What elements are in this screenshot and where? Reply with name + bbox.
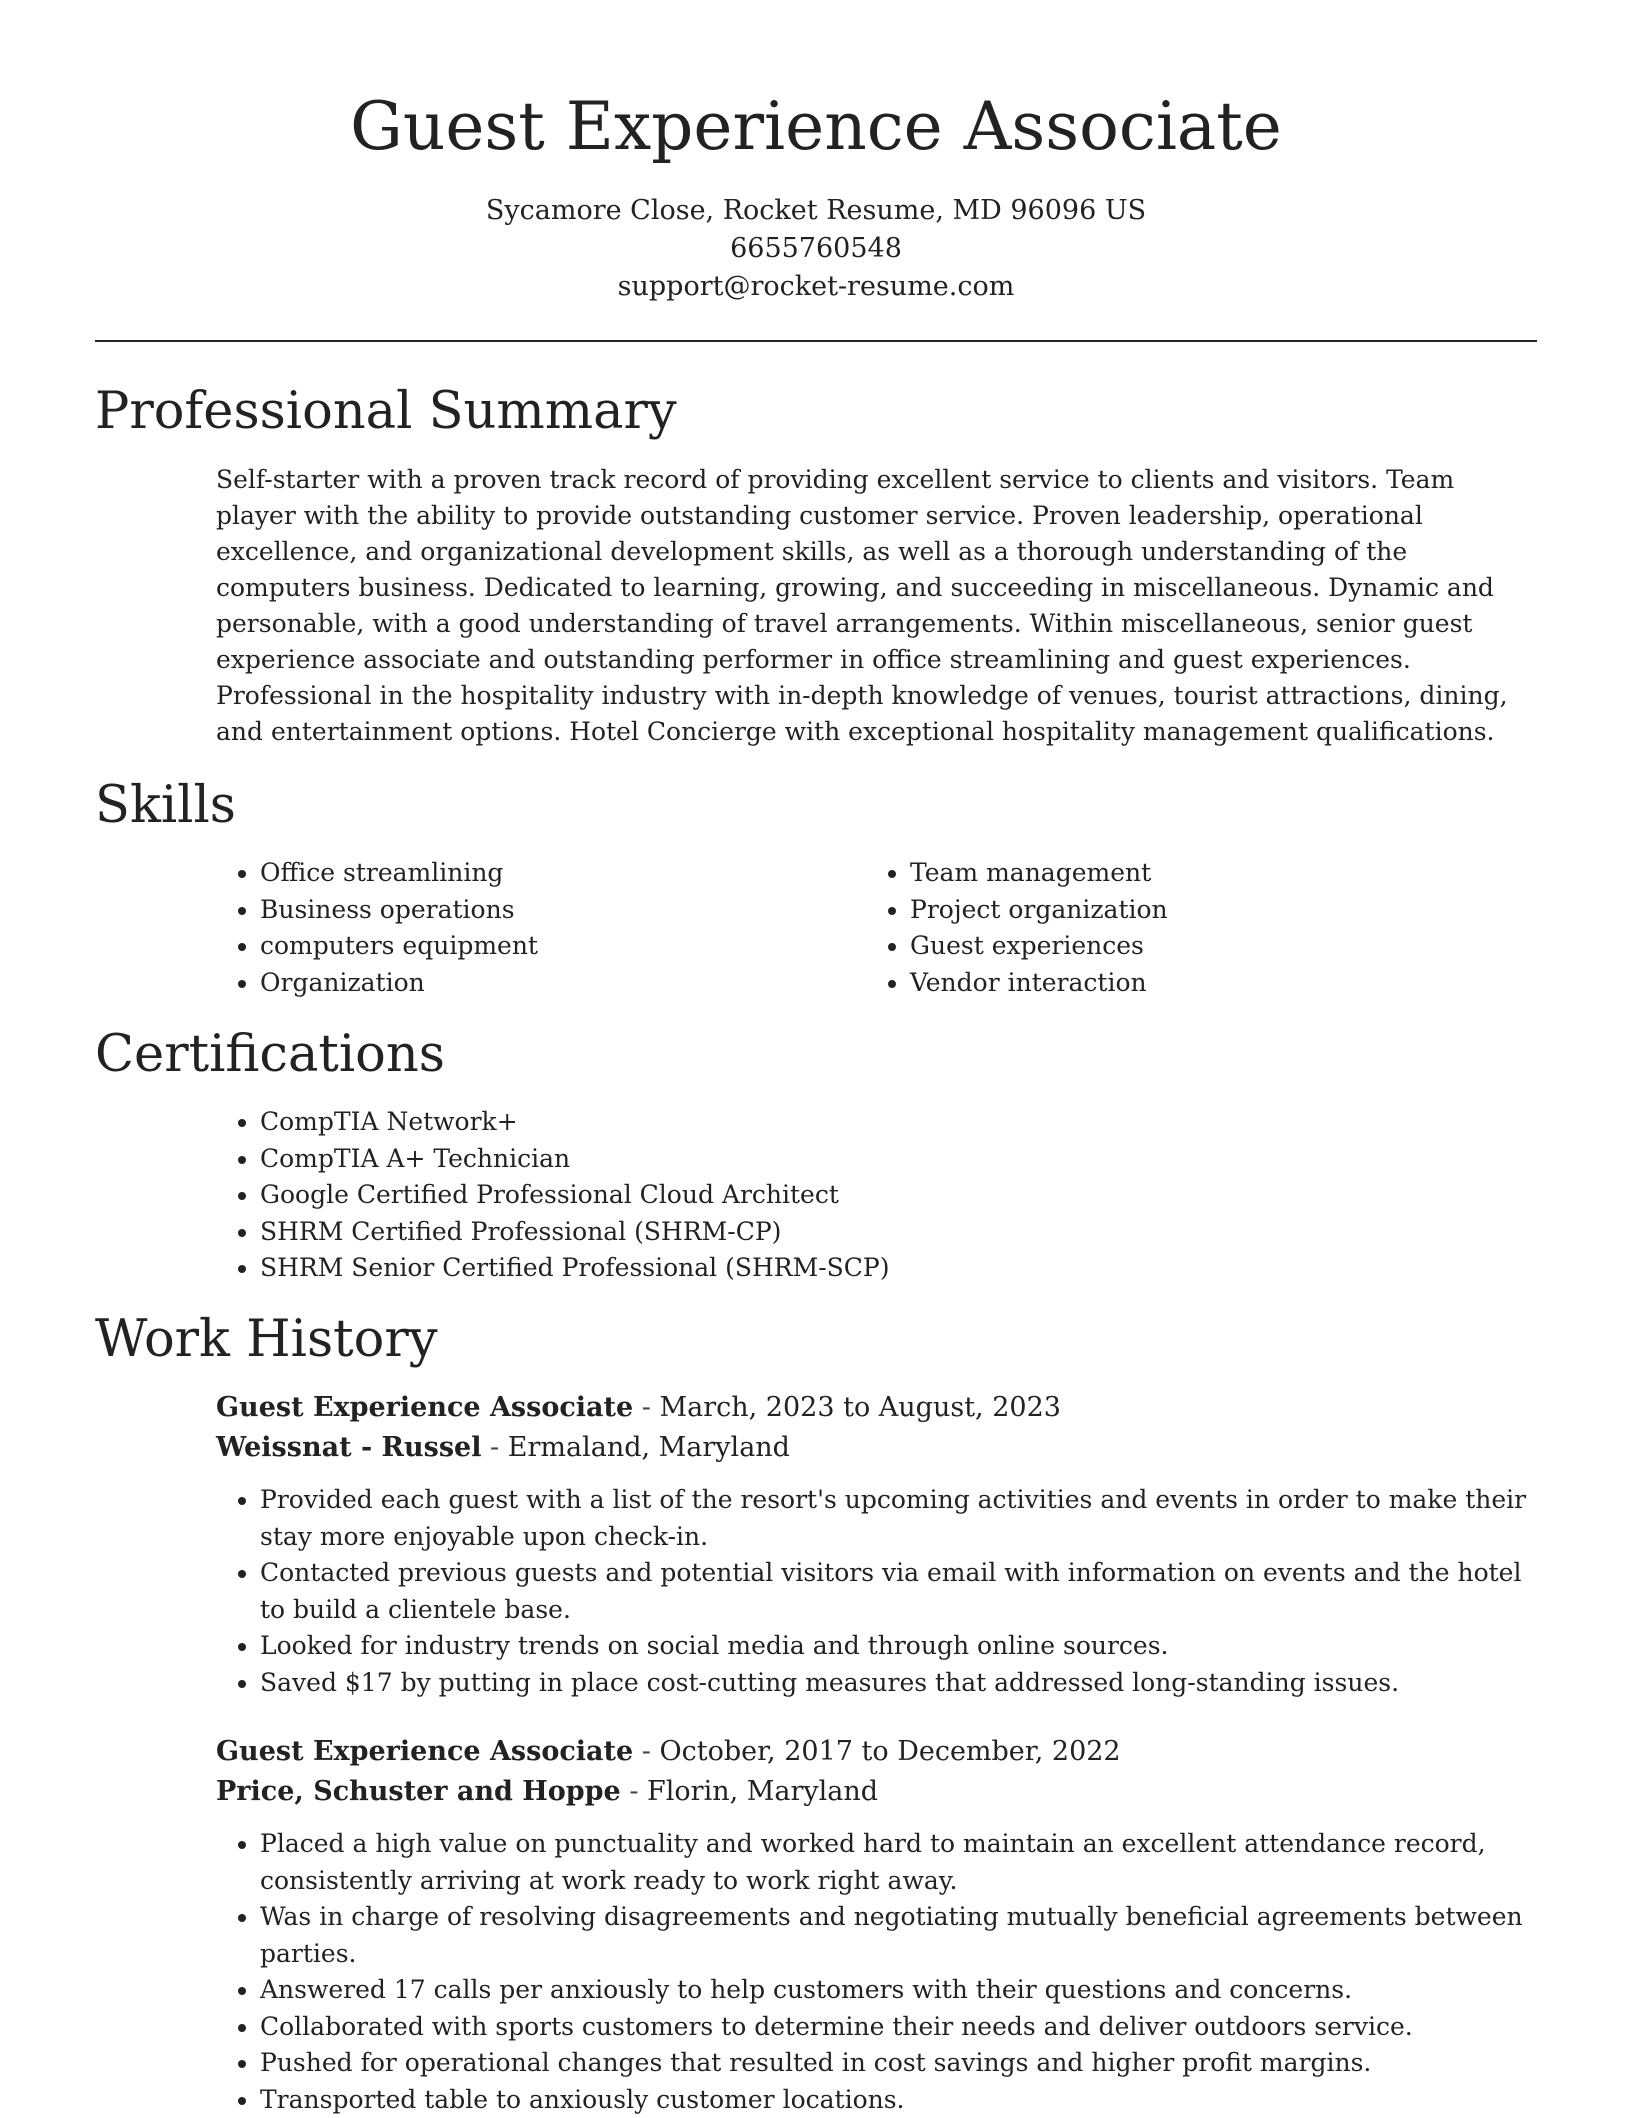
separator: - [633, 1736, 659, 1767]
list-item: • Answered 17 calls per anxiously to help customers with their questions and concerns. [260, 1972, 1550, 2009]
job-bullets [216, 1482, 1550, 1701]
section-title-certifications: Certifications [95, 1025, 445, 1085]
list-item: • computers equipment [260, 928, 860, 965]
job-role: Guest Experience Associate [216, 1392, 633, 1423]
list-item: • Looked for industry trends on social media and through online sources. [260, 1628, 1550, 1665]
list-item: • SHRM Senior Certified Professional (SHRM-SCP) [260, 1250, 1550, 1287]
list-item: • Saved $17 by putting in place cost-cutting measures that addressed long-standing issues. [260, 1665, 1550, 1702]
job-bullets [216, 1826, 1550, 2118]
separator: - [633, 1392, 659, 1423]
list-item: • CompTIA A+ Technician [260, 1141, 1550, 1178]
list-item: • Vendor interaction [910, 965, 1530, 1002]
job-heading [216, 1732, 1121, 1772]
list-item: • CompTIA Network+ [260, 1104, 1550, 1141]
summary-text: Self-starter with a proven track record of providing excellent service to clients and visitors. Team player with the ability to provide outstanding customer service. Proven leadership, operational excellence, and organizational development skills, as well as a thorough understanding of the computers business. Dedicated to learning, growing, and succeeding in miscellaneous. Dynamic and personable, with a good understanding of travel arrangements. Within miscellaneous, senior guest experience associate and outstanding performer in office streamlining and guest experiences. Professional in the hospitality industry with in-depth knowledge of venues, tourist attractions, dining, and entertainment options. Hotel Concierge with exceptional hospitality management qualifications. [216, 462, 1538, 750]
skills-list-right [866, 855, 1530, 1001]
job-company: Price, Schuster and Hoppe [216, 1776, 621, 1807]
list-item: • Contacted previous guests and potential visitors via email with information on events and the hotel to build a clientele base. [260, 1555, 1550, 1628]
contact-email: support@rocket-resume.com [0, 268, 1632, 306]
job-employer [216, 1428, 790, 1468]
header-divider [95, 340, 1537, 342]
contact-address: Sycamore Close, Rocket Resume, MD 96096 US [0, 192, 1632, 230]
list-item: • Transported table to anxiously customer locations. [260, 2082, 1550, 2118]
job-heading [216, 1388, 1061, 1428]
job-company: Weissnat - Russel [216, 1432, 481, 1463]
candidate-name: Guest Experience Associate [0, 84, 1632, 170]
list-item: • Project organization [910, 892, 1530, 929]
job-role: Guest Experience Associate [216, 1736, 633, 1767]
contact-phone: 6655760548 [0, 230, 1632, 268]
job-employer [216, 1772, 878, 1812]
list-item: • SHRM Certified Professional (SHRM-CP) [260, 1214, 1550, 1251]
resume-header [0, 0, 1632, 306]
list-item: • Guest experiences [910, 928, 1530, 965]
job-location: Ermaland, Maryland [508, 1432, 790, 1463]
list-item: • Team management [910, 855, 1530, 892]
separator: - [621, 1776, 647, 1807]
list-item: • Google Certified Professional Cloud Architect [260, 1177, 1550, 1214]
separator: - [481, 1432, 507, 1463]
contact-block [0, 192, 1632, 306]
list-item: • Provided each guest with a list of the resort's upcoming activities and events in order to make their stay more enjoyable upon check-in. [260, 1482, 1550, 1555]
job-dates: March, 2023 to August, 2023 [659, 1392, 1060, 1423]
section-title-skills: Skills [95, 776, 236, 836]
list-item: • Was in charge of resolving disagreements and negotiating mutually beneficial agreements between parties. [260, 1899, 1550, 1972]
list-item: • Placed a high value on punctuality and worked hard to maintain an excellent attendance record, consistently arriving at work ready to work right away. [260, 1826, 1550, 1899]
certifications-list [216, 1104, 1550, 1287]
section-title-summary: Professional Summary [95, 382, 677, 442]
job-location: Florin, Maryland [647, 1776, 878, 1807]
list-item: • Collaborated with sports customers to determine their needs and deliver outdoors service. [260, 2009, 1550, 2046]
list-item: • Organization [260, 965, 860, 1002]
skills-list-left [216, 855, 860, 1001]
list-item: • Pushed for operational changes that resulted in cost savings and higher profit margins. [260, 2045, 1550, 2082]
list-item: • Office streamlining [260, 855, 860, 892]
list-item: • Business operations [260, 892, 860, 929]
section-title-work-history: Work History [95, 1310, 438, 1370]
job-dates: October, 2017 to December, 2022 [659, 1736, 1120, 1767]
